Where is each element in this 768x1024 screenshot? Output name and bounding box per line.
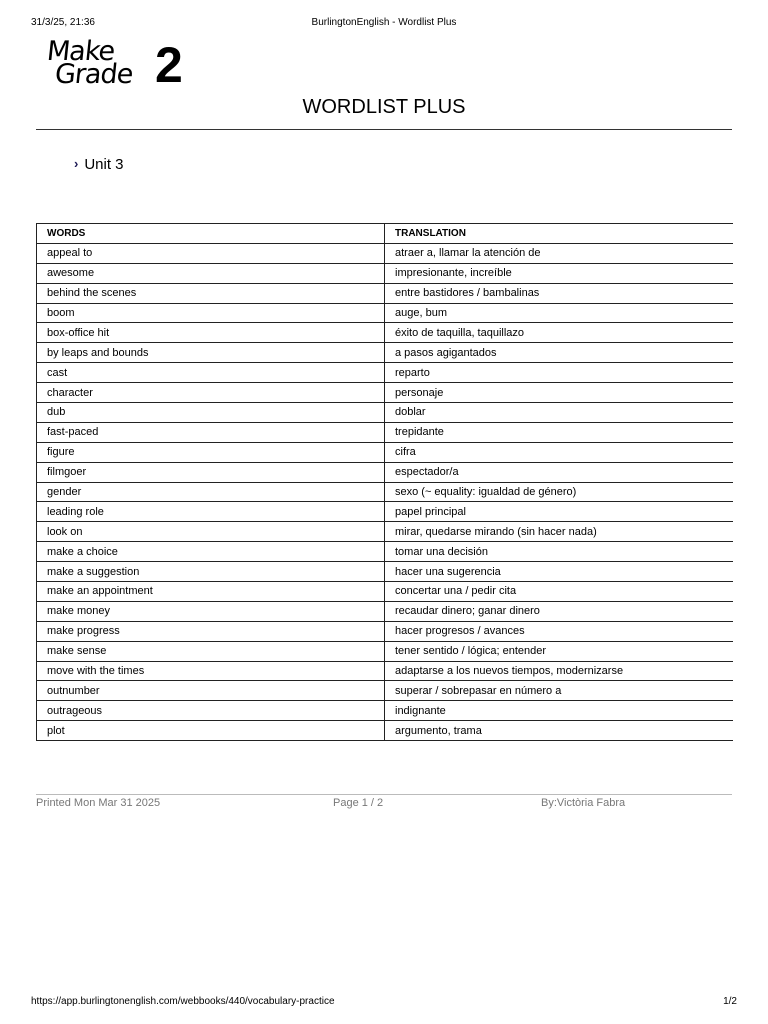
wordlist-table — [36, 223, 733, 741]
print-page-title: BurlingtonEnglish - Wordlist Plus — [311, 17, 457, 28]
word-cell: make progress — [37, 621, 385, 641]
translation-cell: mirar, quedarse mirando (sin hacer nada) — [385, 522, 734, 542]
table-row — [37, 681, 734, 701]
word-cell: fast-paced — [37, 422, 385, 442]
table-row — [37, 363, 734, 383]
table-row — [37, 621, 734, 641]
table-row — [37, 661, 734, 681]
table-row — [37, 482, 734, 502]
table-row — [37, 303, 734, 323]
table-row — [37, 403, 734, 423]
table-row — [37, 263, 734, 283]
printed-date: Printed Mon Mar 31 2025 — [36, 797, 161, 809]
word-cell: plot — [37, 721, 385, 741]
table-row — [37, 641, 734, 661]
print-header — [0, 17, 768, 31]
table-row — [37, 522, 734, 542]
translation-cell: espectador/a — [385, 462, 734, 482]
word-cell: make a choice — [37, 542, 385, 562]
translation-cell: reparto — [385, 363, 734, 383]
word-cell: look on — [37, 522, 385, 542]
translation-cell: tomar una decisión — [385, 542, 734, 562]
table-row — [37, 582, 734, 602]
logo-number: 2 — [155, 37, 183, 93]
translation-cell: éxito de taquilla, taquillazo — [385, 323, 734, 343]
word-cell: awesome — [37, 263, 385, 283]
word-cell: make an appointment — [37, 582, 385, 602]
unit-label: Unit 3 — [84, 156, 124, 173]
footer-divider — [36, 794, 732, 795]
translation-cell: concertar una / pedir cita — [385, 582, 734, 602]
translation-cell: argumento, trama — [385, 721, 734, 741]
chevron-right-icon: › — [74, 156, 79, 171]
table-row — [37, 701, 734, 721]
translation-cell: hacer una sugerencia — [385, 562, 734, 582]
word-cell: leading role — [37, 502, 385, 522]
word-cell: character — [37, 383, 385, 403]
table-row — [37, 383, 734, 403]
unit-heading[interactable] — [74, 156, 124, 173]
table-row — [37, 323, 734, 343]
word-cell: make sense — [37, 641, 385, 661]
table-row — [37, 601, 734, 621]
translation-cell: personaje — [385, 383, 734, 403]
word-cell: behind the scenes — [37, 283, 385, 303]
translation-cell: cifra — [385, 442, 734, 462]
table-row — [37, 343, 734, 363]
translation-cell: indignante — [385, 701, 734, 721]
word-cell: boom — [37, 303, 385, 323]
word-cell: move with the times — [37, 661, 385, 681]
word-cell: filmgoer — [37, 462, 385, 482]
translation-cell: doblar — [385, 403, 734, 423]
print-page-number: 1/2 — [723, 996, 737, 1007]
table-row — [37, 442, 734, 462]
word-cell: appeal to — [37, 243, 385, 263]
header-translation: TRANSLATION — [385, 224, 734, 244]
translation-cell: hacer progresos / avances — [385, 621, 734, 641]
word-cell: make a suggestion — [37, 562, 385, 582]
translation-cell: tener sentido / lógica; entender — [385, 641, 734, 661]
translation-cell: sexo (~ equality: igualdad de género) — [385, 482, 734, 502]
translation-cell: trepidante — [385, 422, 734, 442]
word-cell: outnumber — [37, 681, 385, 701]
table-header-row — [37, 224, 734, 244]
logo-line-grade: Grade — [53, 59, 134, 90]
page-indicator: Page 1 / 2 — [333, 797, 384, 809]
translation-cell: recaudar dinero; ganar dinero — [385, 601, 734, 621]
table-row — [37, 283, 734, 303]
translation-cell: auge, bum — [385, 303, 734, 323]
translation-cell: a pasos agigantados — [385, 343, 734, 363]
table-row — [37, 721, 734, 741]
make-grade-logo — [45, 36, 195, 96]
table-row — [37, 243, 734, 263]
page-title: WORDLIST PLUS — [302, 96, 466, 118]
table-row — [37, 562, 734, 582]
word-cell: make money — [37, 601, 385, 621]
translation-cell: adaptarse a los nuevos tiempos, modernizarse — [385, 661, 734, 681]
table-row — [37, 502, 734, 522]
translation-cell: papel principal — [385, 502, 734, 522]
translation-cell: superar / sobrepasar en número a — [385, 681, 734, 701]
wordlist-body — [37, 243, 734, 740]
word-cell: outrageous — [37, 701, 385, 721]
page-url: https://app.burlingtonenglish.com/webbooks/440/vocabulary-practice — [31, 996, 335, 1007]
word-cell: by leaps and bounds — [37, 343, 385, 363]
table-row — [37, 542, 734, 562]
translation-cell: atraer a, llamar la atención de — [385, 243, 734, 263]
header-words: WORDS — [37, 224, 385, 244]
print-datetime: 31/3/25, 21:36 — [31, 17, 95, 28]
word-cell: dub — [37, 403, 385, 423]
table-row — [37, 422, 734, 442]
word-cell: cast — [37, 363, 385, 383]
word-cell: box-office hit — [37, 323, 385, 343]
translation-cell: impresionante, increíble — [385, 263, 734, 283]
word-cell: figure — [37, 442, 385, 462]
author-credit: By:Victòria Fabra — [541, 797, 626, 809]
translation-cell: entre bastidores / bambalinas — [385, 283, 734, 303]
logo-line-make: Make — [45, 36, 116, 67]
word-cell: gender — [37, 482, 385, 502]
title-divider — [36, 129, 732, 130]
table-row — [37, 462, 734, 482]
